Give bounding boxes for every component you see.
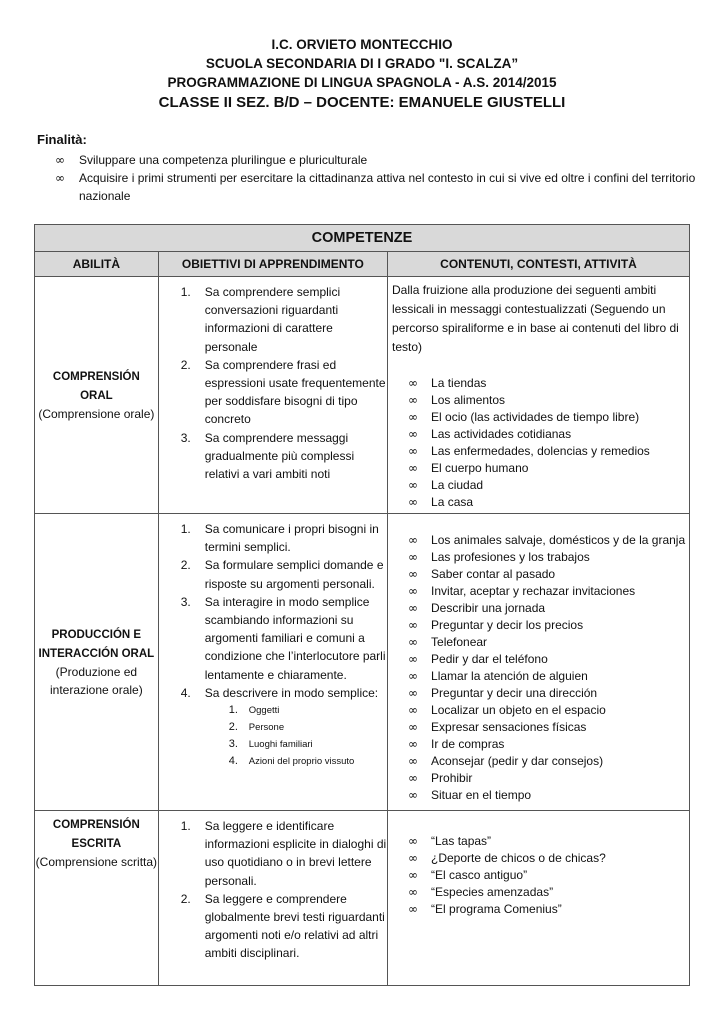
infinity-bullet-icon: ∞	[408, 737, 419, 751]
contents-list	[388, 532, 689, 804]
content-item: ∞ Prohibir	[408, 771, 473, 785]
infinity-bullet-icon: ∞	[408, 495, 419, 509]
content-item: ∞ El cuerpo humano	[408, 461, 529, 475]
contents-intro: Dalla fruizione alla produzione dei seguenti ambiti lessicali in messaggi contestualizzati (Seguendo un percorso spiraliforme e in base ai contenuti del libro di testo)	[392, 283, 679, 354]
content-item: ∞ Los animales salvaje, domésticos y de la granja	[408, 533, 686, 547]
infinity-bullet-icon: ∞	[408, 771, 419, 785]
content-item: ∞ El ocio (las actividades de tiempo libre)	[408, 410, 640, 424]
content-item: ∞ Las profesiones y los trabajos	[408, 550, 590, 564]
infinity-bullet-icon: ∞	[408, 885, 419, 899]
objectives-list	[159, 283, 387, 483]
school-name: I.C. ORVIETO MONTECCHIO	[271, 37, 453, 52]
infinity-bullet-icon: ∞	[408, 601, 419, 615]
infinity-bullet-icon: ∞	[408, 635, 419, 649]
infinity-bullet-icon: ∞	[408, 902, 419, 916]
sub-objective-item: Azioni del proprio vissuto	[248, 756, 355, 768]
infinity-bullet-icon: ∞	[408, 754, 419, 768]
content-item: ∞ Preguntar y decir los precios	[408, 618, 584, 632]
content-item: ∞ Situar en el tiempo	[408, 788, 532, 802]
content-item: ∞ Describir una jornada	[408, 601, 546, 615]
content-item: ∞ “Especies amenzadas”	[408, 885, 554, 899]
content-item: ∞ Preguntar y decir una dirección	[408, 686, 598, 700]
infinity-bullet-icon: ∞	[55, 171, 65, 185]
objectives-cell	[158, 811, 387, 986]
infinity-bullet-icon: ∞	[408, 376, 419, 390]
content-item: ∞ Saber contar al pasado	[408, 567, 556, 581]
content-item: ∞ Invitar, aceptar y rechazar invitaciones	[408, 584, 636, 598]
objective-item: Sa leggere e identificare informazioni esplicite in dialoghi di uso quotidiano o in brevi lettere personali.	[204, 819, 387, 888]
infinity-bullet-icon: ∞	[408, 427, 419, 441]
content-item: ∞ Las actividades cotidianas	[408, 427, 572, 441]
table-row	[35, 811, 690, 986]
objective-item: Sa leggere e comprendere globalmente brevi testi riguardanti argomenti noti e/o relativi ad altri ambiti disciplinari.	[204, 891, 385, 961]
infinity-bullet-icon: ∞	[408, 618, 419, 632]
infinity-bullet-icon: ∞	[408, 703, 419, 717]
content-item: ∞ La tiendas	[408, 376, 487, 390]
content-item: ∞ “El casco antiguo”	[408, 868, 528, 882]
table-row	[35, 514, 690, 811]
infinity-bullet-icon: ∞	[408, 444, 419, 458]
content-item: ∞ Telefonear	[408, 635, 488, 649]
infinity-bullet-icon: ∞	[408, 567, 419, 581]
content-item: ∞ Localizar un objeto en el espacio	[408, 703, 606, 717]
contents-cell	[388, 277, 690, 514]
content-item: ∞ ¿Deporte de chicos o de chicas?	[408, 851, 606, 865]
school-section: SCUOLA SECONDARIA DI I GRADO "I. SCALZA”	[205, 56, 519, 71]
content-item: ∞ Expresar sensaciones físicas	[408, 720, 587, 734]
infinity-bullet-icon: ∞	[55, 153, 65, 167]
competenze-table	[34, 224, 690, 986]
content-item: ∞ Llamar la atención de alguien	[408, 669, 588, 683]
infinity-bullet-icon: ∞	[408, 851, 419, 865]
table-title: COMPETENZE	[35, 225, 690, 252]
program-title: PROGRAMMAZIONE DI LINGUA SPAGNOLA - A.S. 2014/2015	[167, 75, 557, 90]
ability-cell: COMPRENSIÓN ORAL (Comprensione orale)	[35, 277, 159, 514]
objectives-list	[159, 817, 387, 963]
objective-item: Sa interagire in modo semplice scambiando informazioni su argomenti familiari e comuni a condizione che l’interlocutore parli lentamente e chiaramente.	[204, 594, 386, 682]
objectives-cell	[158, 277, 387, 514]
infinity-bullet-icon: ∞	[408, 669, 419, 683]
objective-item: Sa comprendere semplici conversazioni riguardanti informazioni di carattere personale	[204, 285, 341, 354]
objective-item: Sa descrivere in modo semplice: Oggetti Persone Luoghi familiari Azioni del proprio vissuto	[181, 684, 387, 770]
finalita-title: Finalità:	[37, 132, 87, 147]
objective-item: Sa comunicare i propri bisogni in termini semplici.	[204, 522, 379, 555]
content-item: ∞ “El programa Comenius”	[408, 902, 562, 916]
content-item: ∞ La casa	[408, 495, 474, 509]
infinity-bullet-icon: ∞	[408, 461, 419, 475]
finalita-list	[55, 151, 705, 205]
content-item: ∞ Ir de compras	[408, 737, 505, 751]
content-item: ∞ Las enfermedades, dolencias y remedios	[408, 444, 650, 458]
ability-cell: COMPRENSIÓN ESCRITA (Comprensione scritta)	[35, 811, 159, 986]
infinity-bullet-icon: ∞	[408, 652, 419, 666]
infinity-bullet-icon: ∞	[408, 686, 419, 700]
objective-item: Sa comprendere messaggi gradualmente più complessi relativi a vari ambiti noti	[204, 430, 355, 482]
infinity-bullet-icon: ∞	[408, 584, 419, 598]
objectives-cell	[158, 514, 387, 811]
infinity-bullet-icon: ∞	[408, 478, 419, 492]
content-item: ∞ La ciudad	[408, 478, 484, 492]
sub-objective-item: Luoghi familiari	[248, 739, 313, 751]
sub-objective-item: Persone	[248, 722, 285, 734]
class-teacher: CLASSE II SEZ. B/D – DOCENTE: EMANUELE GIUSTELLI	[158, 94, 566, 111]
contents-list	[388, 833, 689, 918]
column-header-contenuti: CONTENUTI, CONTESTI, ATTIVITÀ	[388, 252, 690, 277]
contents-cell	[388, 514, 690, 811]
list-item: ∞ Sviluppare una competenza plurilingue e pluriculturale	[55, 153, 368, 167]
infinity-bullet-icon: ∞	[408, 550, 419, 564]
table-row	[35, 277, 690, 514]
infinity-bullet-icon: ∞	[408, 834, 419, 848]
list-item: ∞ Acquisire i primi strumenti per esercitare la cittadinanza attiva nel contesto in cui si vive ed oltre i confini del territorio nazionale	[55, 171, 696, 203]
contents-cell	[388, 811, 690, 986]
document-header	[0, 35, 724, 113]
infinity-bullet-icon: ∞	[408, 788, 419, 802]
content-item: ∞ “Las tapas”	[408, 834, 492, 848]
infinity-bullet-icon: ∞	[408, 410, 419, 424]
objective-item: Sa formulare semplici domande e risposte su argomenti personali.	[204, 558, 384, 591]
content-item: ∞ Pedir y dar el teléfono	[408, 652, 548, 666]
infinity-bullet-icon: ∞	[408, 868, 419, 882]
column-header-abilita: ABILITÀ	[35, 252, 159, 277]
ability-cell: PRODUCCIÓN E INTERACCIÓN ORAL (Produzione ed interazione orale)	[35, 514, 159, 811]
infinity-bullet-icon: ∞	[408, 720, 419, 734]
infinity-bullet-icon: ∞	[408, 393, 419, 407]
content-item: ∞ Aconsejar (pedir y dar consejos)	[408, 754, 604, 768]
objective-item: Sa comprendere frasi ed espressioni usate frequentemente per soddisfare bisogni di tipo concreto	[204, 357, 386, 427]
content-item: ∞ Los alimentos	[408, 393, 506, 407]
objectives-list	[159, 520, 387, 770]
infinity-bullet-icon: ∞	[408, 533, 419, 547]
sub-objective-item: Oggetti	[248, 705, 280, 717]
contents-list	[388, 375, 689, 511]
sub-objectives-list	[205, 702, 387, 770]
column-header-obiettivi: OBIETTIVI DI APPRENDIMENTO	[158, 252, 387, 277]
